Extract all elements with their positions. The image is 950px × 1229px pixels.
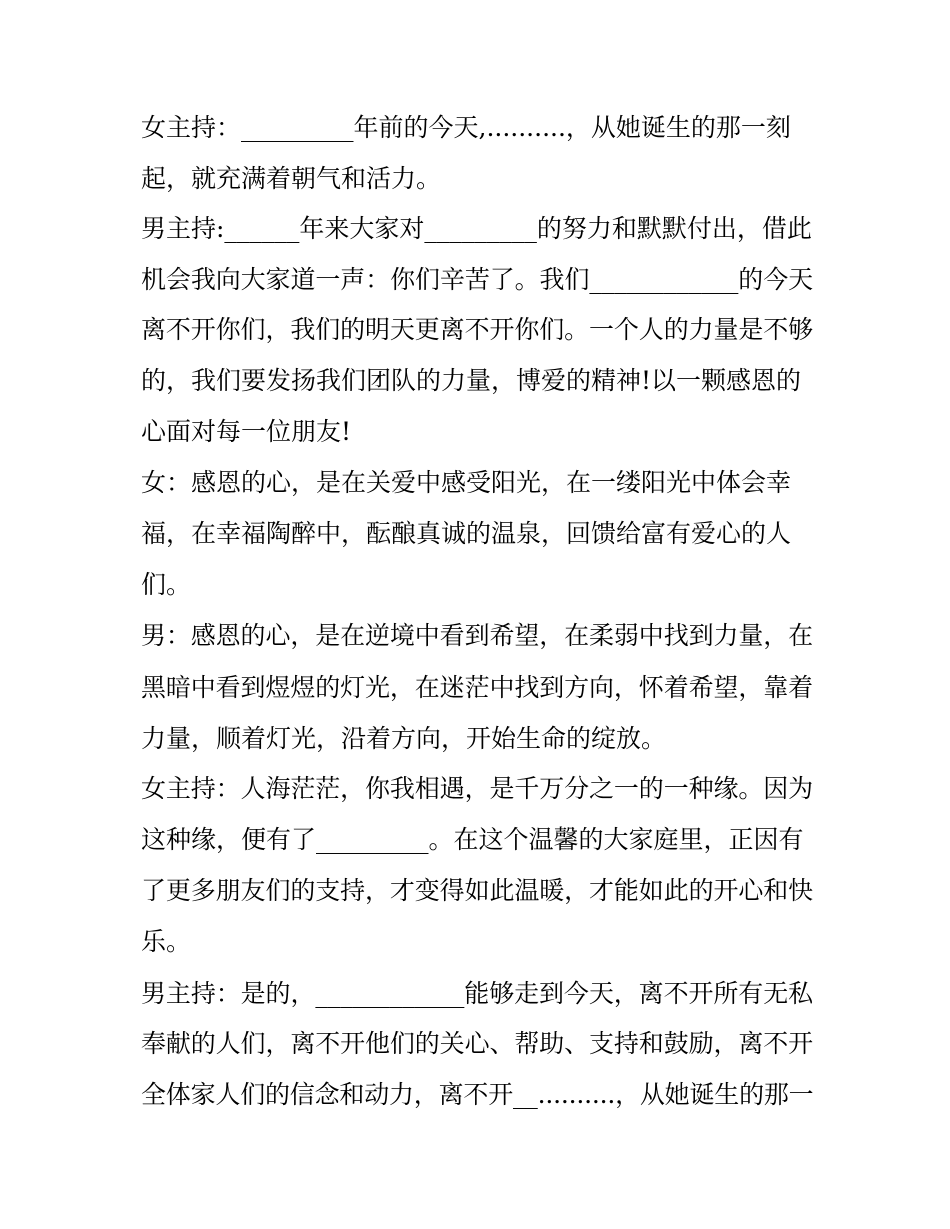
- text-line: 这种缘，便有了_________。在这个温馨的大家庭里，正因有: [141, 825, 804, 854]
- text-line: 全体家人们的信念和动力，离不开__..........，从她诞生的那一: [141, 1080, 814, 1109]
- text-line: 们。: [141, 570, 192, 599]
- text-line: 黑暗中看到煜煜的灯光，在迷茫中找到方向，怀着希望，靠着: [141, 673, 814, 702]
- text-line: 男：感恩的心，是在逆境中看到希望，在柔弱中找到力量，在: [141, 621, 814, 650]
- text-line: 力量，顺着灯光，沿着方向，开始生命的绽放。: [141, 724, 667, 753]
- text-line: 男主持：是的，____________能够走到今天，离不开所有无私: [141, 979, 814, 1008]
- text-line: 女主持：人海茫茫，你我相遇，是千万分之一的一种缘。因为: [141, 774, 814, 803]
- text-line: 福，在幸福陶醉中，酝酿真诚的温泉，回馈给富有爱心的人: [141, 519, 792, 548]
- text-line: 心面对每一位朋友!: [141, 417, 352, 446]
- text-line: 机会我向大家道一声：你们辛苦了。我们____________的今天: [141, 265, 814, 294]
- text-line: 的，我们要发扬我们团队的力量，博爱的精神!以一颗感恩的: [141, 366, 802, 395]
- text-line: 女：感恩的心，是在关爱中感受阳光，在一缕阳光中体会幸: [141, 468, 792, 497]
- text-line: 离不开你们，我们的明天更离不开你们。一个人的力量是不够: [141, 315, 814, 344]
- text-line: 男主持:______年来大家对_________的努力和默默付出，借此: [141, 214, 812, 243]
- text-line: 了更多朋友们的支持，才变得如此温暖，才能如此的开心和快: [141, 876, 814, 905]
- text-line: 乐。: [141, 927, 192, 956]
- text-line: 奉献的人们，离不开他们的关心、帮助、支持和鼓励，离不开: [141, 1029, 814, 1058]
- text-line: 女主持：_________年前的今天,..........，从她诞生的那一刻: [141, 113, 791, 142]
- text-line: 起，就充满着朝气和活力。: [141, 164, 442, 193]
